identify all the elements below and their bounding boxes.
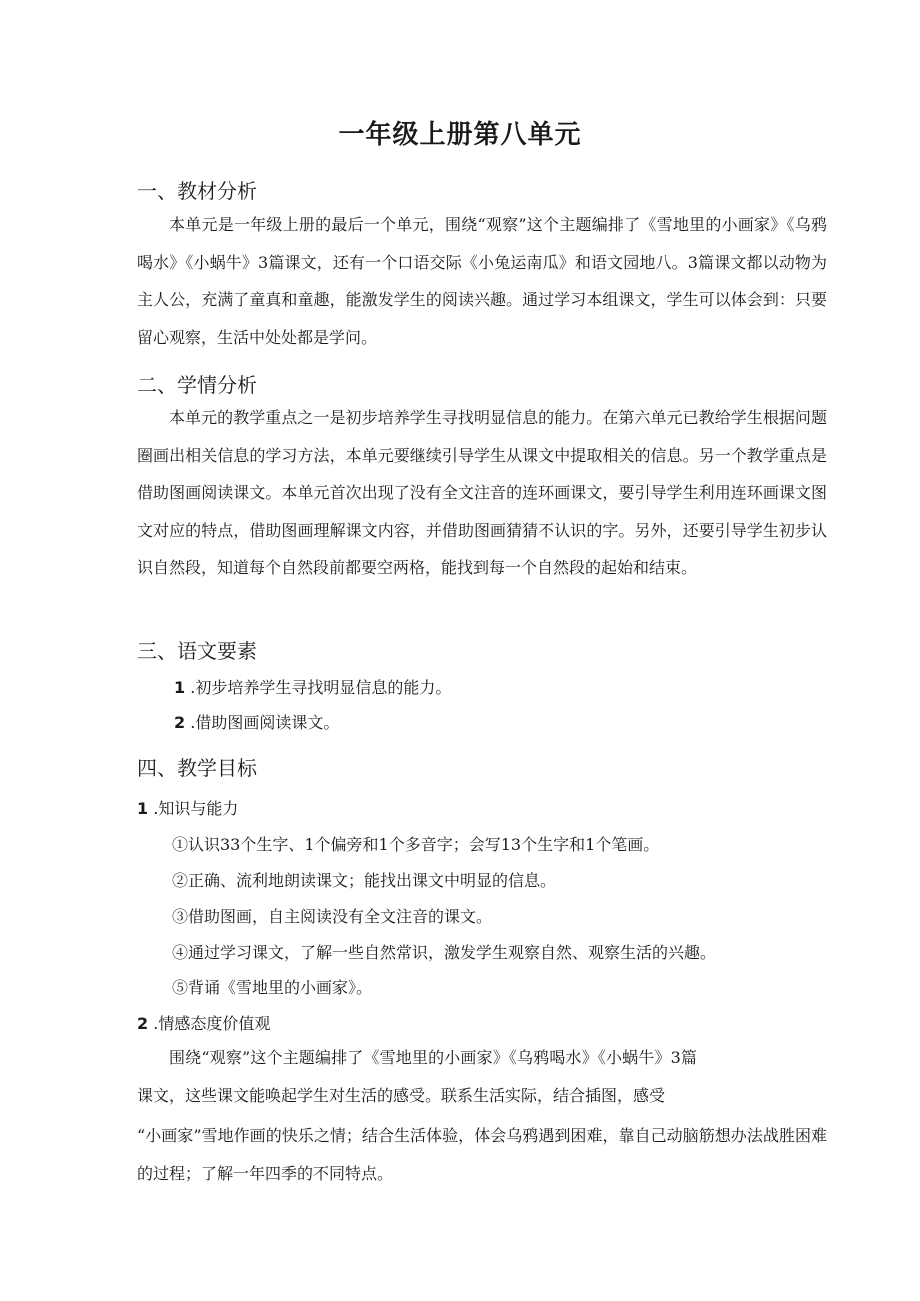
subsection-heading-knowledge <box>137 796 238 819</box>
section-heading-textbook-analysis: 一、教材分析 <box>137 179 257 203</box>
goal-item: ①认识33个生字、1个偏旁和1个多音字；会写13个生字和1个笔画。 <box>172 835 660 854</box>
section-heading-teaching-goals: 四、教学目标 <box>137 756 257 780</box>
goal-item: ⑤背诵《雪地里的小画家》。 <box>172 978 373 997</box>
list-item <box>174 675 451 698</box>
list-item <box>174 710 339 733</box>
list-item-text: .借助图画阅读课文。 <box>190 713 340 732</box>
subsection-label: .情感态度价值观 <box>153 1014 271 1033</box>
list-item-number: 1 <box>174 678 186 697</box>
subsection-number: 2 <box>137 1014 149 1033</box>
section-paragraph-student-analysis: 本单元的教学重点之一是初步培养学生寻找明显信息的能力。在第六单元已教给学生根据问题圈画出相关信息的学习方法，本单元要继续引导学生从课文中提取相关的信息。另一个教学重点是借助图画阅读课文。本单元首次出现了没有全文注音的连环画课文，要引导学生利用连环画课文图文对应的特点，借助图画理解课文内容，并借助图画猜猜不认识的字。另外，还要引导学生初步认识自然段，知道每个自然段前都要空两格，能找到每一个自然段的起始和结束。 <box>137 408 827 577</box>
subsection-number: 1 <box>137 799 149 818</box>
section-heading-student-analysis: 二、学情分析 <box>137 373 257 397</box>
goal-item: ③借助图画，自主阅读没有全文注音的课文。 <box>172 907 493 926</box>
goal-item: ④通过学习课文，了解一些自然常识，激发学生观察自然、观察生活的兴趣。 <box>172 943 717 962</box>
values-paragraph-part2: “小画家”雪地作画的快乐之情；结合生活体验，体会乌鸦遇到困难，靠自己动脑筋想办法战胜困难的过程；了解一年四季的不同特点。 <box>137 1126 827 1183</box>
page-title: 一年级上册第八单元 <box>338 120 582 150</box>
list-item-text: .初步培养学生寻找明显信息的能力。 <box>190 678 452 697</box>
subsection-label: .知识与能力 <box>153 799 239 818</box>
section-paragraph-textbook-analysis: 本单元是一年级上册的最后一个单元，围绕“观察”这个主题编排了《雪地里的小画家》《乌鸦喝水》《小蜗牛》3篇课文，还有一个口语交际《小兔运南瓜》和语文园地八。3篇课文都以动物为主人公，充满了童真和童趣，能激发学生的阅读兴趣。通过学习本组课文，学生可以体会到：只要留心观察，生活中处处都是学问。 <box>137 215 827 347</box>
section-heading-language-elements: 三、语文要素 <box>137 639 257 663</box>
values-paragraph-part1: 围绕“观察”这个主题编排了《雪地里的小画家》《乌鸦喝水》《小蜗牛》3篇课文，这些课文能唤起学生对生活的感受。联系生活实际，结合插图，感受 <box>137 1048 697 1105</box>
goal-item: ②正确、流利地朗读课文；能找出课文中明显的信息。 <box>172 871 557 890</box>
list-item-number: 2 <box>174 713 186 732</box>
subsection-heading-values <box>137 1011 270 1034</box>
